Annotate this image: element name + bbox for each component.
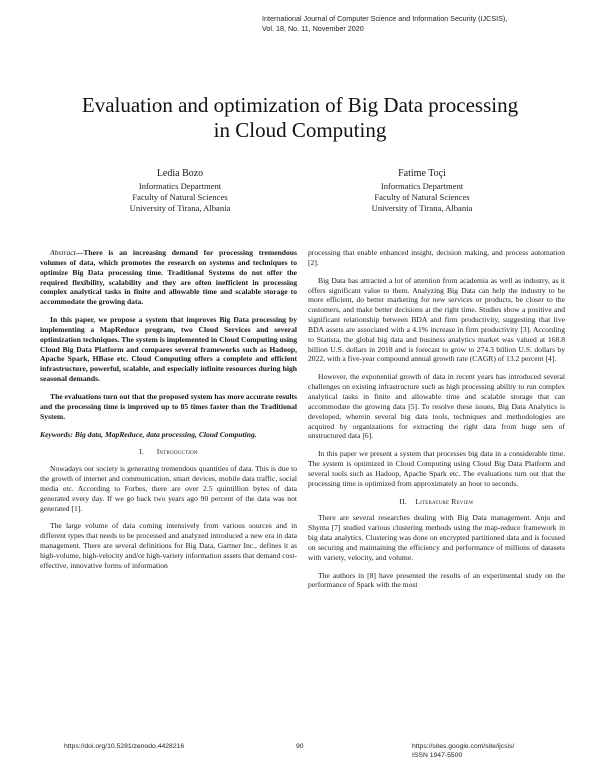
abstract-paragraph-3: The evaluations turn out that the proposed system has more accurate results and the processing time is improved up to 85 times faster than the Traditional System. [40,391,298,421]
author-faculty: Faculty of Natural Sciences [374,192,470,202]
journal-name: International Journal of Computer Science and Information Security (IJCSIS), [262,14,508,23]
section-number: II. [399,496,407,506]
footer-site [412,742,514,760]
paper-title [40,93,560,143]
author-block-1 [70,168,290,214]
intro-paragraph-4: However, the exponential growth of data in recent years has introduced several challenges on existing infrastructure such as high processing ability to run complex analytical tasks in finite and allowable time and scalable storage that can accommodate the growing data [5]. To resolve these issues, Big Data Analytics is developed, wherein several big data tools, techniques and methodologies are acquired by organizations for extracting the right data from huge sets of unstructured data [6]. [308,372,565,441]
literature-paragraph-1: There are several researches dealing with Big Data management. Anju and Shyma [7] studied various clustering methods using the map-reduce framework in big data analytics. Clustering was done on encrypted partitioned data and is focused on securing and maintaining the efficiency and performance of millions of datasets with variety, velocity, and volume. [308,513,565,562]
abstract-paragraph-1 [40,248,297,307]
page-number: 90 [296,743,304,750]
author-university: University of Tirana, Albania [129,203,231,213]
abstract-paragraph-2: In this paper, we propose a system that improves Big Data processing by implementing a MapReduce program, two Cloud Services and several optimization techniques. The system is implemented in Cloud Computing using Cloud Big Data Platform and compares several frameworks such as Hadoop, Apache Spark, HBase etc. Cloud Computing offers a complete and efficient infrastructure, powerful, scalable, and especially infinite resources during high seasonal demands. [40,315,297,384]
section-heading-introduction [40,447,297,457]
intro-paragraph-2: The large volume of data coming intensively from various sources and in different types that needs to be processed and analyzed introduced a new era in data management. There are several definitions for Big Data, Gartner Inc., defines it as high-volume, high-velocity and/or high-variety information assets that demand cost-effective, innovative forms of information [40,521,297,570]
intro-paragraph-3: Big Data has attracted a lot of attention from academia as well as industry, as it offers significant value to them. Analyzing Big Data can help the industry to be more efficient, do better marketing for new services or products, be closer to the customers, and make better decisions at the right time. Studies show a positive and significant relationship between BDA and firm productivity, suggesting that live BDA assets are associated with a 4.1% increase in firm productivity [3]. According to Statista, the global big data and business analytics market was valued at 168.8 billion U.S. dollars in 2018 and is forecast to grow to 274.3 billion U.S. dollars by 2022, with a five-year compound annual growth rate (CAGR) of 13.2 percent [4]. [308,275,565,364]
intro-paragraph-1: Nowadays our society is generating tremendous quantities of data. This is due to the growth of internet and communication, smart devices, mobile data traffic, social media etc. According to Forbes, there are over 2.5 quintillion bytes of data generated every day. If we go back two years ago 90 percent of the data was not generated [1]. [40,464,297,513]
section-heading-literature-review [308,497,565,507]
intro-paragraph-5: In this paper we present a system that processes big data in a considerable time. The system is optimized in Cloud Computing using Cloud Big Data Platform and several tools such as Hadoop, Apache Spark etc. The evaluations turn out that the processing time is optimized from approximately an hour to seconds. [308,449,565,488]
section-title: Literature Review [415,496,474,506]
paper-title-line-1: Evaluation and optimization of Big Data processing [81,93,519,117]
abstract-text-1: —There is an increasing demand for processing tremendous volumes of data, which promotes the research on systems and techniques to optimize Big Data processing time. Traditional Systems do not offer the required flexibility, scalability and they are often inefficient in processing complex analytical tasks in finite and allowable time and scalable storage to accommodate the growing data. [40,248,297,307]
author-faculty: Faculty of Natural Sciences [132,192,228,202]
right-column [308,248,565,598]
author-name: Ledia Bozo [156,168,204,179]
left-column [40,248,297,579]
author-department: Informatics Department [138,181,222,191]
footer-doi-link[interactable]: https://doi.org/10.5281/zenodo.4428216 [64,743,185,750]
intro-paragraph-2-continued: processing that enable enhanced insight, decision making, and process automation [2]. [308,248,565,267]
footer-issn: ISSN 1947-5500 [412,752,463,759]
footer-site-link[interactable]: https://sites.google.com/site/ijcsis/ [412,743,515,750]
abstract-label: Abstract [50,248,76,257]
section-number: I. [139,447,145,457]
keywords: Keywords: Big data, MapReduce, data processing, Cloud Computing. [40,429,257,439]
author-university: University of Tirana, Albania [371,203,473,213]
author-department: Informatics Department [380,181,464,191]
literature-paragraph-2: The authors in [8] have presented the results of an experimental study on the performance of Spark with the most [308,570,565,590]
author-name: Fatime Toçi [398,168,446,179]
author-block-2 [312,168,532,214]
section-title: Introduction [156,447,198,457]
paper-title-line-2: in Cloud Computing [213,118,387,142]
journal-issue: Vol. 18, No. 11, November 2020 [262,24,364,33]
journal-header [262,14,582,34]
